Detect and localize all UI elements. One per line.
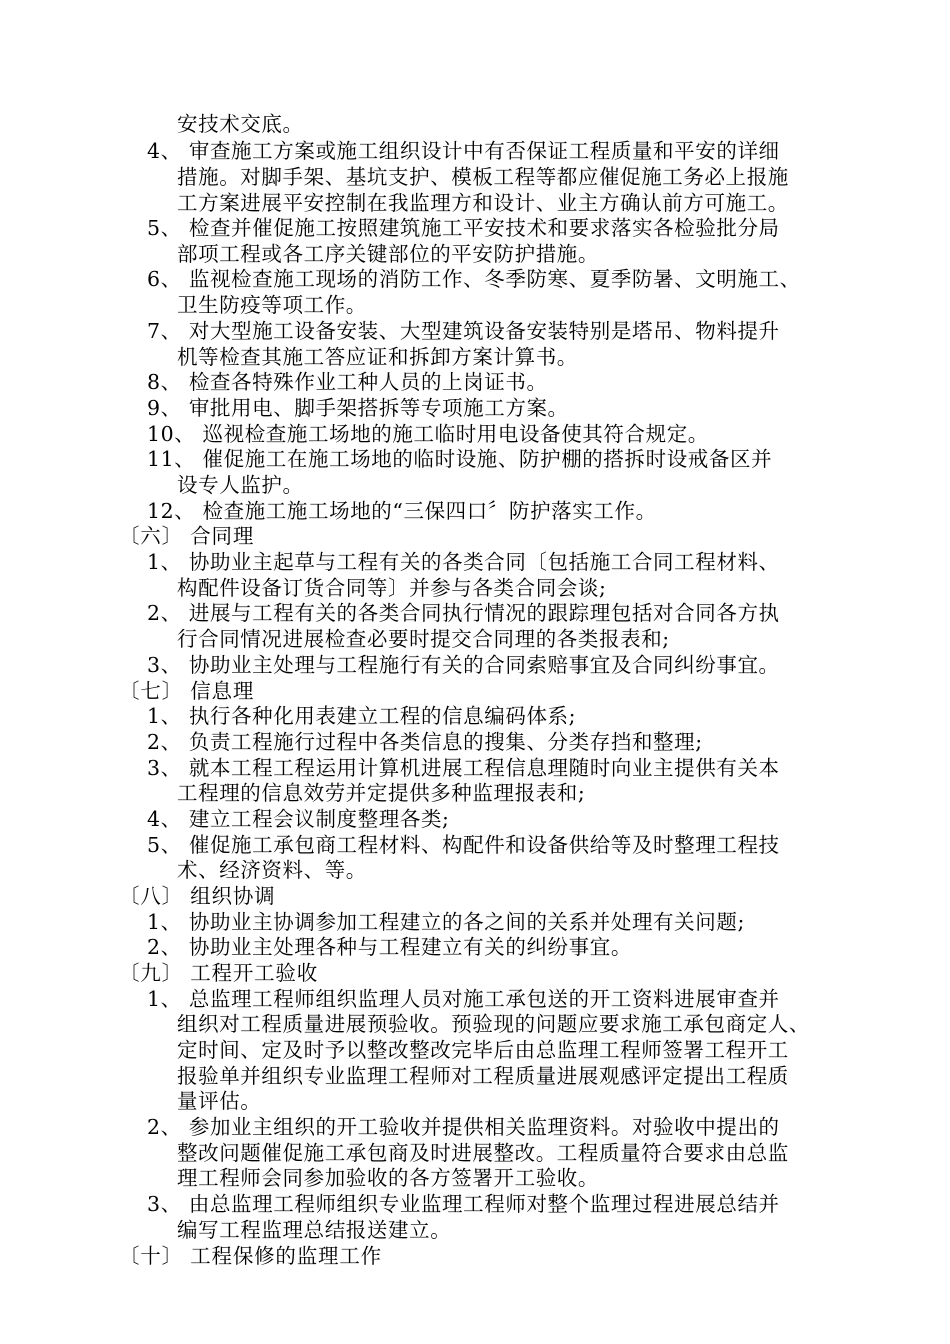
list-item-5: 5、 检查并催促施工按照建筑施工平安技术和要求落实各检验批分局 <box>147 216 780 240</box>
section-heading-10: 〔十〕 工程保修的监理工作 <box>119 1244 382 1268</box>
list-item-2: 2、 进展与工程有关的各类合同执行情况的跟踪理包括对合同各方执 <box>147 601 780 625</box>
list-item-10: 10、 巡视检查施工场地的施工临时用电设备使其符合规定。 <box>147 422 709 446</box>
text-line: 机等检查其施工答应证和拆卸方案计算书。 <box>177 345 578 369</box>
list-item-1: 1、 协助业主起草与工程有关的各类合同〔包括施工合同工程材料、 <box>147 550 780 574</box>
list-item-7: 7、 对大型施工设备安装、大型建筑设备安装特别是塔吊、物料提升 <box>147 319 780 343</box>
list-item-12: 12、 检查施工施工场地的“三保四口〞防护落实工作。 <box>147 499 657 523</box>
list-item-1: 1、 协助业主协调参加工程建立的各之间的关系并处理有关问题; <box>147 910 745 934</box>
text-line: 卫生防疫等项工作。 <box>177 293 367 317</box>
text-line: 术、经济资料、等。 <box>177 858 367 882</box>
text-line: 定时间、定及时予以整改整改完毕后由总监理工程师签署工程开工 <box>177 1038 789 1062</box>
text-line: 理工程师会同参加验收的各方签署开工验收。 <box>177 1166 599 1190</box>
text-line: 构配件设备订货合同等〕并参与各类合同会谈; <box>177 576 607 600</box>
list-item-3: 3、 协助业主处理与工程施行有关的合同索赔事宜及合同纠纷事宜。 <box>147 653 780 677</box>
text-line: 设专人监护。 <box>177 473 304 497</box>
section-heading-7: 〔七〕 信息理 <box>119 679 255 703</box>
text-line: 整改问题催促施工承包商及时进展整改。工程质量符合要求由总监 <box>177 1141 789 1165</box>
text-line: 报验单并组织专业监理工程师对工程质量进展观感评定提出工程质 <box>177 1064 789 1088</box>
text-line: 工程理的信息效劳并定提供多种监理报表和; <box>177 781 586 805</box>
list-item-4: 4、 审查施工方案或施工组织设计中有否保证工程质量和平安的详细 <box>147 139 780 163</box>
text-line: 部项工程或各工序关键部位的平安防护措施。 <box>177 242 599 266</box>
list-item-2: 2、 负责工程施行过程中各类信息的搜集、分类存挡和整理; <box>147 730 703 754</box>
list-item-8: 8、 检查各特殊作业工种人员的上岗证书。 <box>147 370 548 394</box>
section-heading-6: 〔六〕 合同理 <box>119 524 255 548</box>
list-item-3: 3、 由总监理工程师组织专业监理工程师对整个监理过程进展总结并 <box>147 1192 780 1216</box>
list-item-4: 4、 建立工程会议制度整理各类; <box>147 807 450 831</box>
list-item-3: 3、 就本工程工程运用计算机进展工程信息理随时向业主提供有关本 <box>147 756 780 780</box>
list-item-2: 2、 协助业主处理各种与工程建立有关的纠纷事宜。 <box>147 935 632 959</box>
text-line: 措施。对脚手架、基坑支护、模板工程等都应催促施工务必上报施 <box>177 165 789 189</box>
section-heading-8: 〔八〕 组织协调 <box>119 884 276 908</box>
list-item-1: 1、 执行各种化用表建立工程的信息编码体系; <box>147 704 577 728</box>
text-line: 编写工程监理总结报送建立。 <box>177 1218 452 1242</box>
section-heading-9: 〔九〕 工程开工验收 <box>119 961 319 985</box>
list-item-2: 2、 参加业主组织的开工验收并提供相关监理资料。对验收中提出的 <box>147 1115 780 1139</box>
list-item-9: 9、 审批用电、脚手架搭拆等专项施工方案。 <box>147 396 569 420</box>
text-line: 组织对工程质量进展预验收。预验现的问题应要求施工承包商定人、 <box>177 1012 810 1036</box>
list-item-11: 11、 催促施工在施工场地的临时设施、防护棚的搭拆时设戒备区并 <box>147 447 773 471</box>
text-line: 工方案进展平安控制在我监理方和设计、业主方确认前方可施工。 <box>177 191 789 215</box>
list-item-1: 1、 总监理工程师组织监理人员对施工承包送的开工资料进展审查并 <box>147 987 780 1011</box>
list-item-5: 5、 催促施工承包商工程材料、构配件和设备供给等及时整理工程技 <box>147 833 780 857</box>
text-line: 量评估。 <box>177 1089 262 1113</box>
list-item-6: 6、 监视检查施工现场的消防工作、冬季防寒、夏季防暑、文明施工、 <box>147 267 801 291</box>
text-line: 安技术交底。 <box>177 112 304 136</box>
text-line: 行合同情况进展检查必要时提交合同理的各类报表和; <box>177 627 670 651</box>
